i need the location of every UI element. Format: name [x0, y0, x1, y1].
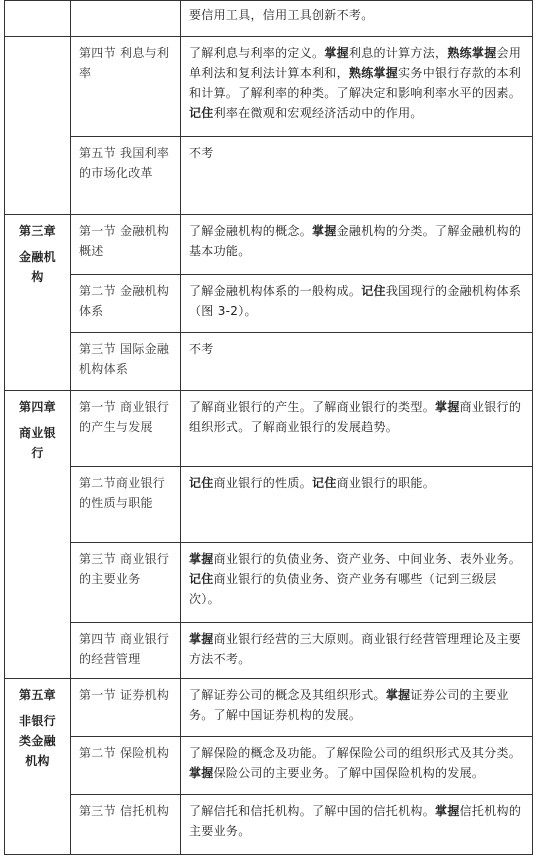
chapter-number: 第四章: [19, 400, 56, 414]
emphasis-text: 掌握: [189, 632, 214, 646]
body-text: 商业银行的负债业务、资产业务、中间业务、表外业务。: [213, 552, 522, 566]
table-row: [5, 275, 533, 333]
content-cell: 要信用工具，信用工具创新不考。: [181, 1, 533, 37]
table-row: [5, 623, 533, 679]
content-cell: [181, 679, 533, 737]
section-cell: 第五节 我国利率的市场化改革: [71, 137, 181, 215]
table-row: [5, 215, 533, 275]
section-cell: 第一节 金融机构概述: [71, 215, 181, 275]
section-cell: 第二节 金融机构体系: [71, 275, 181, 333]
emphasis-text: 记住: [312, 476, 337, 490]
section-cell: 第四节 商业银行的经营管理: [71, 623, 181, 679]
table-row: [5, 391, 533, 467]
section-cell: 第三节 商业银行的主要业务: [71, 543, 181, 623]
body-text: 利息的计算方法，: [348, 46, 448, 60]
chapter-title: 商业银行: [19, 426, 56, 460]
content-cell: [181, 623, 533, 679]
emphasis-text: 掌握: [435, 400, 460, 414]
section-cell: 第四节 利息与利率: [71, 37, 181, 137]
body-text: 金融机构的分类。了解金融机构的基本功能。: [189, 224, 522, 258]
table-row: [5, 37, 533, 137]
body-text: 会用单利法和复利法计算本利和，: [189, 46, 522, 80]
emphasis-text: 掌握: [189, 766, 214, 780]
table-row: [5, 1, 533, 37]
chapter-cell: [5, 391, 71, 679]
chapter-cell: [5, 215, 71, 391]
table-row: [5, 333, 533, 391]
content-cell: [181, 737, 533, 795]
body-text: 了解金融机构体系的一般构成。: [189, 284, 362, 298]
chapter-number: 第五章: [19, 688, 56, 702]
table-row: [5, 795, 533, 855]
emphasis-text: 记住: [189, 572, 214, 586]
table-row: [5, 467, 533, 543]
body-text: 我国现行的金融机构体系（图 3-2）。: [189, 284, 522, 318]
content-cell: [181, 795, 533, 855]
emphasis-text: 熟练掌握: [348, 66, 399, 80]
emphasis-text: 熟练掌握: [447, 46, 497, 60]
emphasis-text: 掌握: [385, 688, 411, 702]
section-cell: 第一节 商业银行的产生与发展: [71, 391, 181, 467]
body-text: 商业银行的性质。: [213, 476, 313, 490]
table-row: [5, 543, 533, 623]
emphasis-text: 记住: [189, 476, 214, 490]
chapter-title: 非银行类金融机构: [19, 714, 56, 768]
section-cell: 第二节商业银行的性质与职能: [71, 467, 181, 543]
body-text: 保险公司的主要业务。了解中国保险机构的发展。: [213, 766, 485, 780]
emphasis-text: 掌握: [435, 804, 460, 818]
section-cell-empty: [71, 1, 181, 37]
body-text: 利率在微观和宏观经济活动中的作用。: [213, 106, 423, 120]
body-text: 了解保险的概念及功能。了解保险公司的组织形式及其分类。: [189, 746, 522, 760]
emphasis-text: 掌握: [324, 46, 349, 60]
body-text: 了解商业银行的产生。了解商业银行的类型。: [189, 400, 436, 414]
content-cell: 不考: [181, 333, 533, 391]
section-cell: 第三节 国际金融机构体系: [71, 333, 181, 391]
content-cell: [181, 467, 533, 543]
chapter-cell-empty: [5, 1, 71, 37]
chapter-title: 金融机构: [19, 250, 56, 284]
body-text: 商业银行的职能。: [336, 476, 436, 490]
content-cell: 不考: [181, 137, 533, 215]
table-row: [5, 137, 533, 215]
section-cell: 第二节 保险机构: [71, 737, 181, 795]
chapter-cell: [5, 679, 71, 855]
body-text: 信托机构的主要业务。: [189, 804, 522, 838]
chapter-cell-empty: [5, 37, 71, 215]
body-text: 商业银行经营的三大原则。商业银行经营管理理论及主要方法不考。: [189, 632, 522, 666]
body-text: 了解金融机构的概念。: [189, 224, 313, 238]
syllabus-table: [4, 0, 533, 855]
content-cell: [181, 391, 533, 467]
table-row: [5, 679, 533, 737]
body-text: 商业银行的负债业务、资产业务有哪些（记到三级层次）。: [189, 572, 497, 606]
body-text: 商业银行的组织形式。了解商业银行的发展趋势。: [189, 400, 522, 434]
body-text: 实务中银行存款的本利和计算。了解利率的种类。了解决定和影响利率水平的因素。: [189, 66, 522, 100]
emphasis-text: 记住: [189, 106, 214, 120]
emphasis-text: 掌握: [312, 224, 337, 238]
body-text: 了解利息与利率的定义。: [189, 46, 325, 60]
body-text: 证券公司的主要业务。了解中国证券机构的发展。: [189, 688, 509, 722]
content-cell: [181, 543, 533, 623]
emphasis-text: 记住: [361, 284, 386, 298]
content-cell: [181, 37, 533, 137]
table-row: [5, 737, 533, 795]
body-text: 了解信托和信托机构。了解中国的信托机构。: [189, 804, 436, 818]
content-cell: [181, 215, 533, 275]
section-cell: 第三节 信托机构: [71, 795, 181, 855]
emphasis-text: 掌握: [189, 552, 214, 566]
body-text: 了解证券公司的概念及其组织形式。: [189, 688, 386, 702]
content-cell: [181, 275, 533, 333]
chapter-number: 第三章: [19, 224, 56, 238]
section-cell: 第一节 证券机构: [71, 679, 181, 737]
